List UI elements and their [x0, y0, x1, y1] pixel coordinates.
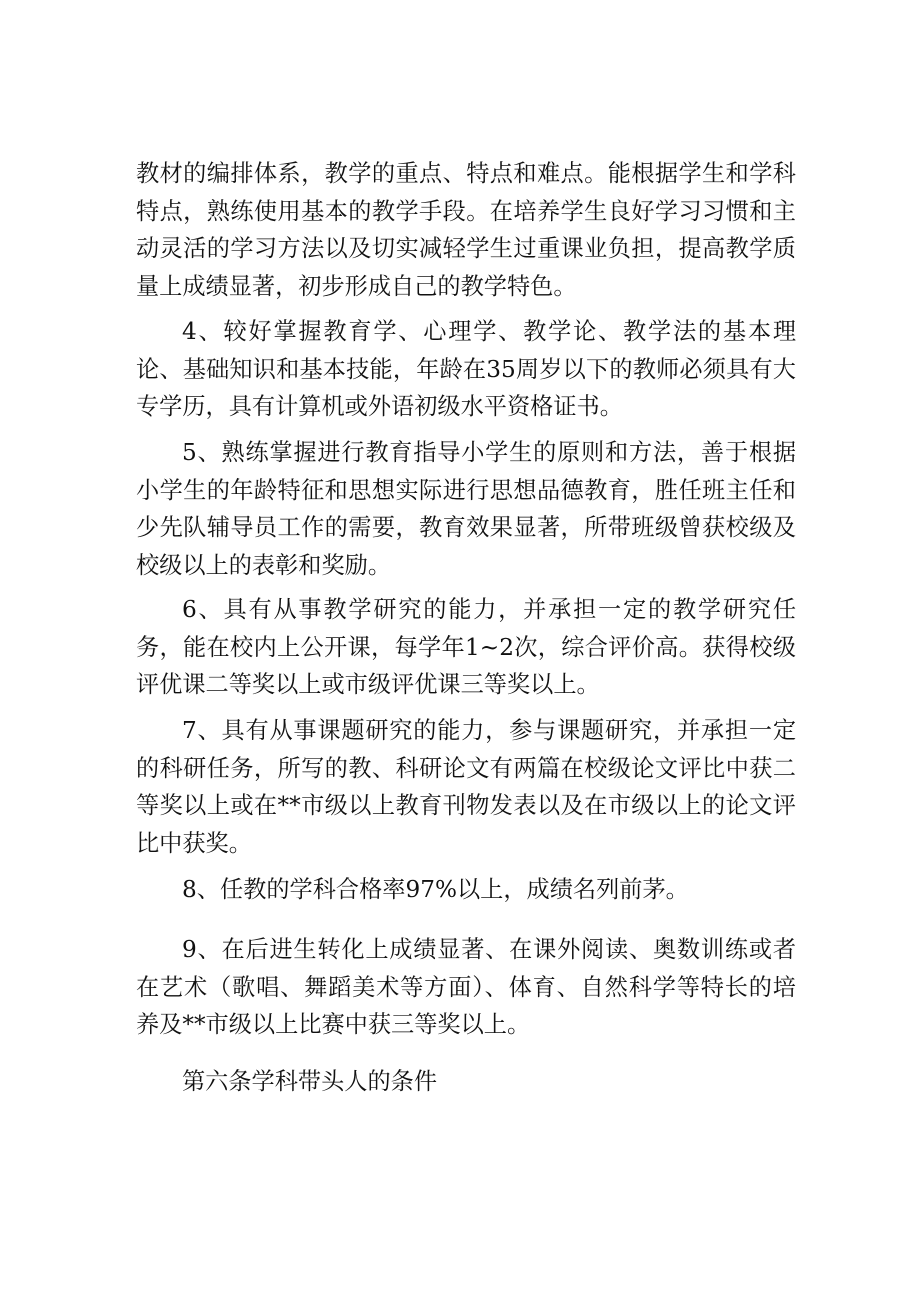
- paragraph-item-5: 5、熟练掌握进行教育指导小学生的原则和方法，善于根据小学生的年龄特征和思想实际进行思想品德教育，胜任班主任和少先队辅导员工作的需要，教育效果显著，所带班级曾获校级及校级以上的表彰和奖励。: [136, 439, 796, 579]
- paragraph-item-9: 9、在后进生转化上成绩显著、在课外阅读、奥数训练或者在艺术（歌唱、舞蹈美术等方面）、体育、自然科学等特长的培养及**市级以上比赛中获三等奖以上。: [136, 936, 796, 1038]
- paragraph-item-4: 4、较好掌握教育学、心理学、教学论、教学法的基本理论、基础知识和基本技能，年龄在35周岁以下的教师必须具有大专学历，具有计算机或外语初级水平资格证书。: [136, 318, 796, 420]
- paragraph-continuation: 教材的编排体系，教学的重点、特点和难点。能根据学生和学科特点，熟练使用基本的教学手段。在培养学生良好学习习惯和主动灵活的学习方法以及切实减轻学生过重课业负担，提高教学质量上成绩显著，初步形成自己的教学特色。: [136, 160, 796, 300]
- paragraph-item-8: 8、任教的学科合格率97%以上，成绩名列前茅。: [182, 876, 689, 903]
- paragraph-item-7: 7、具有从事课题研究的能力，参与课题研究，并承担一定的科研任务，所写的教、科研论文有两篇在校级论文评比中获二等奖以上或在**市级以上教育刊物发表以及在市级以上的论文评比中获奖。: [136, 717, 796, 857]
- paragraph-item-6: 6、具有从事教学研究的能力，并承担一定的教学研究任务，能在校内上公开课，每学年1~2次，综合评价高。获得校级评优课二等奖以上或市级评优课三等奖以上。: [136, 596, 796, 698]
- section-heading: 第六条学科带头人的条件: [182, 1068, 438, 1095]
